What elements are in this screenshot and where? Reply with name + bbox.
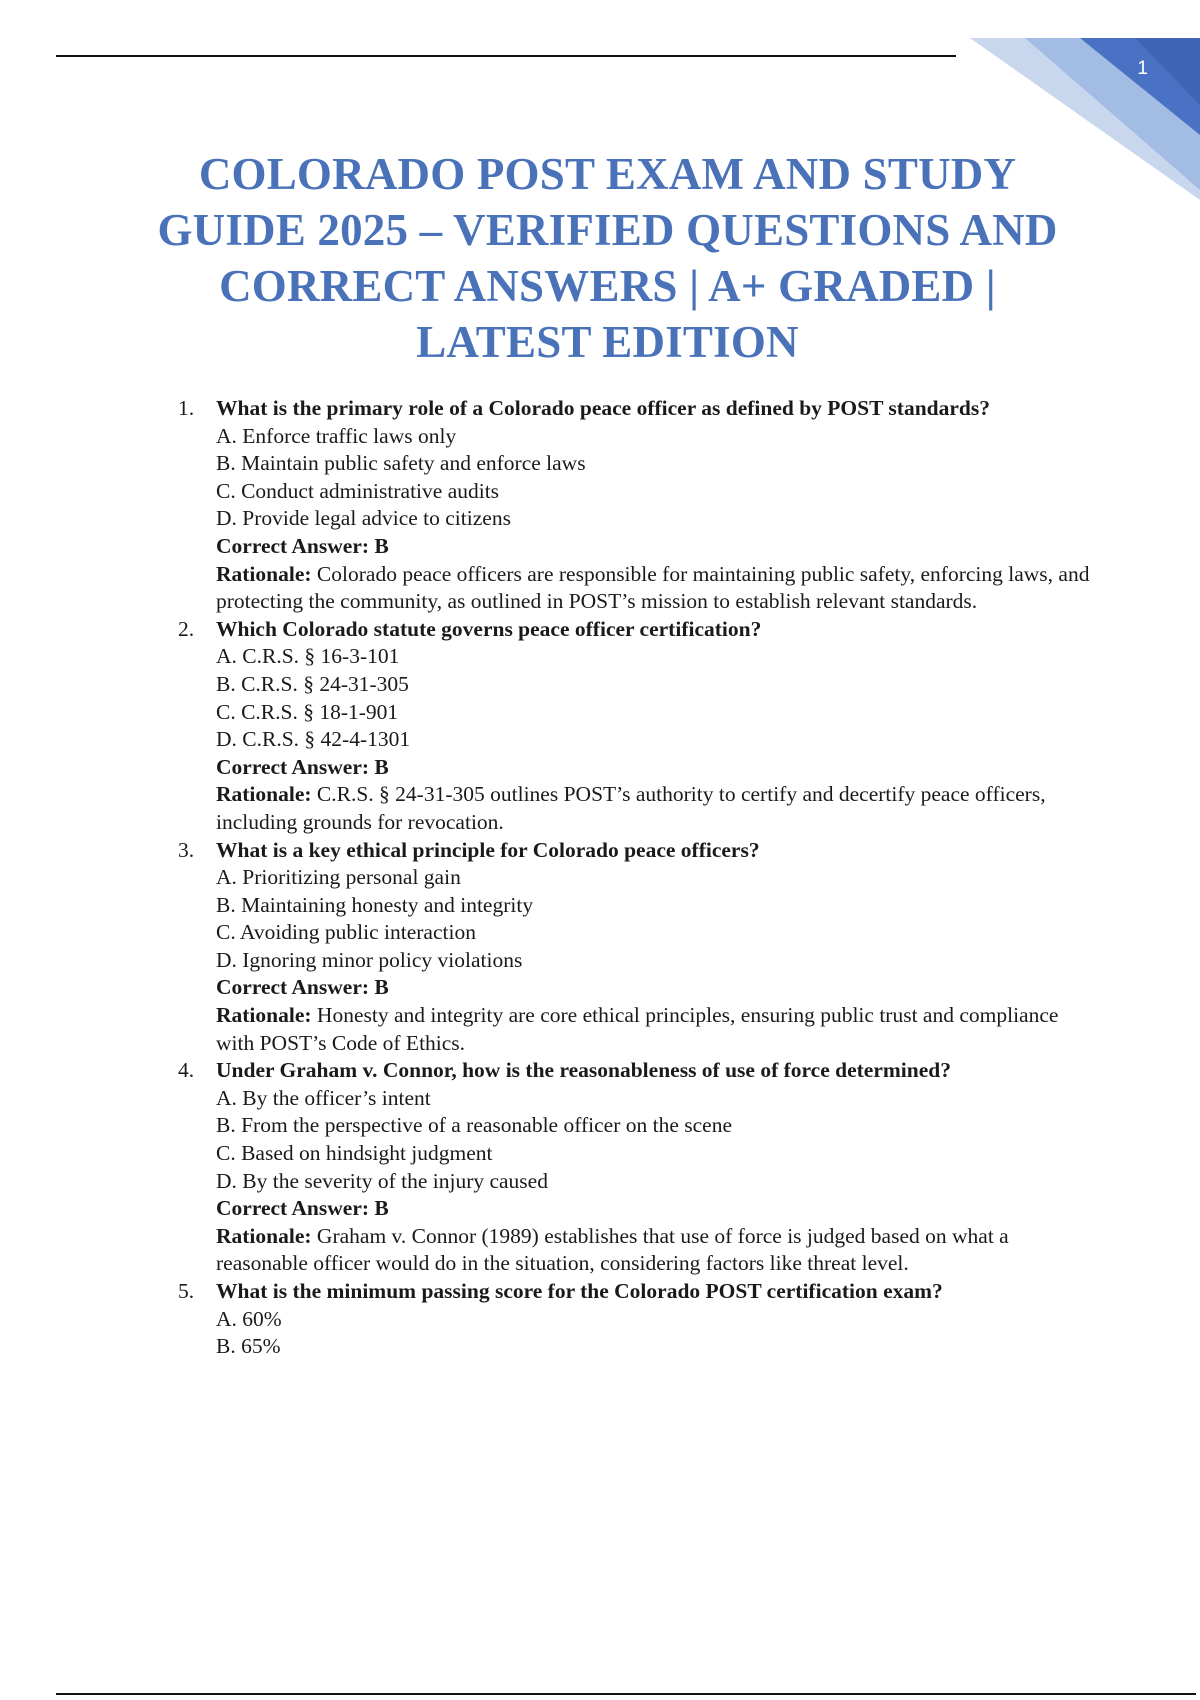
answer-option: A. Prioritizing personal gain <box>216 865 461 890</box>
question-number: 5. <box>178 1279 195 1303</box>
question-number: 4. <box>178 1058 195 1083</box>
correct-answer <box>216 754 1090 782</box>
correct-answer-label: Correct Answer: <box>216 754 370 779</box>
question-text: What is a key ethical principle for Colorado peace officers? <box>216 837 760 862</box>
rationale-text: Colorado peace officers are responsible for maintaining public safety, enforcing laws, and protecting the community, as outlined in POST’s mission to establish relevant standards. <box>216 561 1090 614</box>
correct-answer <box>216 974 1090 1002</box>
question-item <box>178 837 1090 1058</box>
answer-option: A. C.R.S. § 16-3-101 <box>216 644 400 669</box>
correct-answer-value: B <box>374 533 389 558</box>
answer-option: C. Conduct administrative audits <box>216 478 500 503</box>
answer-option: A. By the officer’s intent <box>216 1085 431 1110</box>
rationale-label: Rationale: <box>216 1223 312 1248</box>
question-item <box>178 395 1090 616</box>
question-text: What is the primary role of a Colorado peace officer as defined by POST standards? <box>216 396 990 420</box>
rationale-label: Rationale: <box>216 782 312 807</box>
correct-answer-value: B <box>374 1196 389 1221</box>
question-text: Under Graham v. Connor, how is the reasonableness of use of force determined? <box>216 1058 951 1083</box>
answer-option: B. 65% <box>216 1334 281 1359</box>
question-text: What is the minimum passing score for the Colorado POST certification exam? <box>216 1279 943 1303</box>
question-item <box>178 1278 1090 1361</box>
correct-answer-value: B <box>374 754 389 779</box>
question-item <box>178 616 1090 837</box>
answer-option: D. C.R.S. § 42-4-1301 <box>216 727 411 752</box>
rationale <box>216 781 1090 836</box>
answer-option: D. Ignoring minor policy violations <box>216 947 523 972</box>
question-list <box>178 395 1090 1361</box>
correct-answer-value: B <box>374 975 389 1000</box>
correct-answer-label: Correct Answer: <box>216 975 370 1000</box>
answer-option: B. From the perspective of a reasonable officer on the scene <box>216 1113 732 1138</box>
footer-rule <box>56 1693 1196 1695</box>
answer-option: B. Maintaining honesty and integrity <box>216 892 534 917</box>
answer-option: A. Enforce traffic laws only <box>216 423 457 448</box>
answer-option: C. Avoiding public interaction <box>216 920 476 945</box>
answer-option: B. Maintain public safety and enforce laws <box>216 451 586 476</box>
rationale-label: Rationale: <box>216 1003 312 1028</box>
answer-option: C. C.R.S. § 18-1-901 <box>216 699 399 724</box>
document-title: COLORADO POST EXAM AND STUDY GUIDE 2025 – VERIFIED QUESTIONS AND CORRECT ANSWERS | A+ GRADED | LATEST EDITION <box>157 149 1058 367</box>
answer-option: D. By the severity of the injury caused <box>216 1168 548 1193</box>
correct-answer-label: Correct Answer: <box>216 1196 370 1221</box>
header-rule <box>56 55 956 57</box>
question-item <box>178 1057 1090 1278</box>
rationale-text: Graham v. Connor (1989) establishes that use of force is judged based on what a reasonable officer would do in the situation, considering factors like threat level. <box>216 1223 1009 1276</box>
question-text: Which Colorado statute governs peace officer certification? <box>216 616 762 641</box>
correct-answer-label: Correct Answer: <box>216 533 370 558</box>
question-number: 2. <box>178 616 195 641</box>
question-number: 1. <box>178 396 195 420</box>
page-number: 1 <box>1137 58 1148 79</box>
rationale <box>216 1002 1090 1057</box>
answer-option: D. Provide legal advice to citizens <box>216 506 511 531</box>
rationale <box>216 1223 1090 1278</box>
rationale <box>216 561 1090 616</box>
answer-option: C. Based on hindsight judgment <box>216 1141 493 1166</box>
rationale-label: Rationale: <box>216 561 312 586</box>
question-number: 3. <box>178 837 195 862</box>
correct-answer <box>216 1195 1090 1223</box>
rationale-text: C.R.S. § 24-31-305 outlines POST’s authority to certify and decertify peace officers, including grounds for revocation. <box>216 782 1046 834</box>
answer-option: A. 60% <box>216 1306 282 1331</box>
answer-option: B. C.R.S. § 24-31-305 <box>216 671 409 696</box>
rationale-text: Honesty and integrity are core ethical principles, ensuring public trust and compliance with POST’s Code of Ethics. <box>216 1003 1059 1055</box>
correct-answer <box>216 533 1090 561</box>
